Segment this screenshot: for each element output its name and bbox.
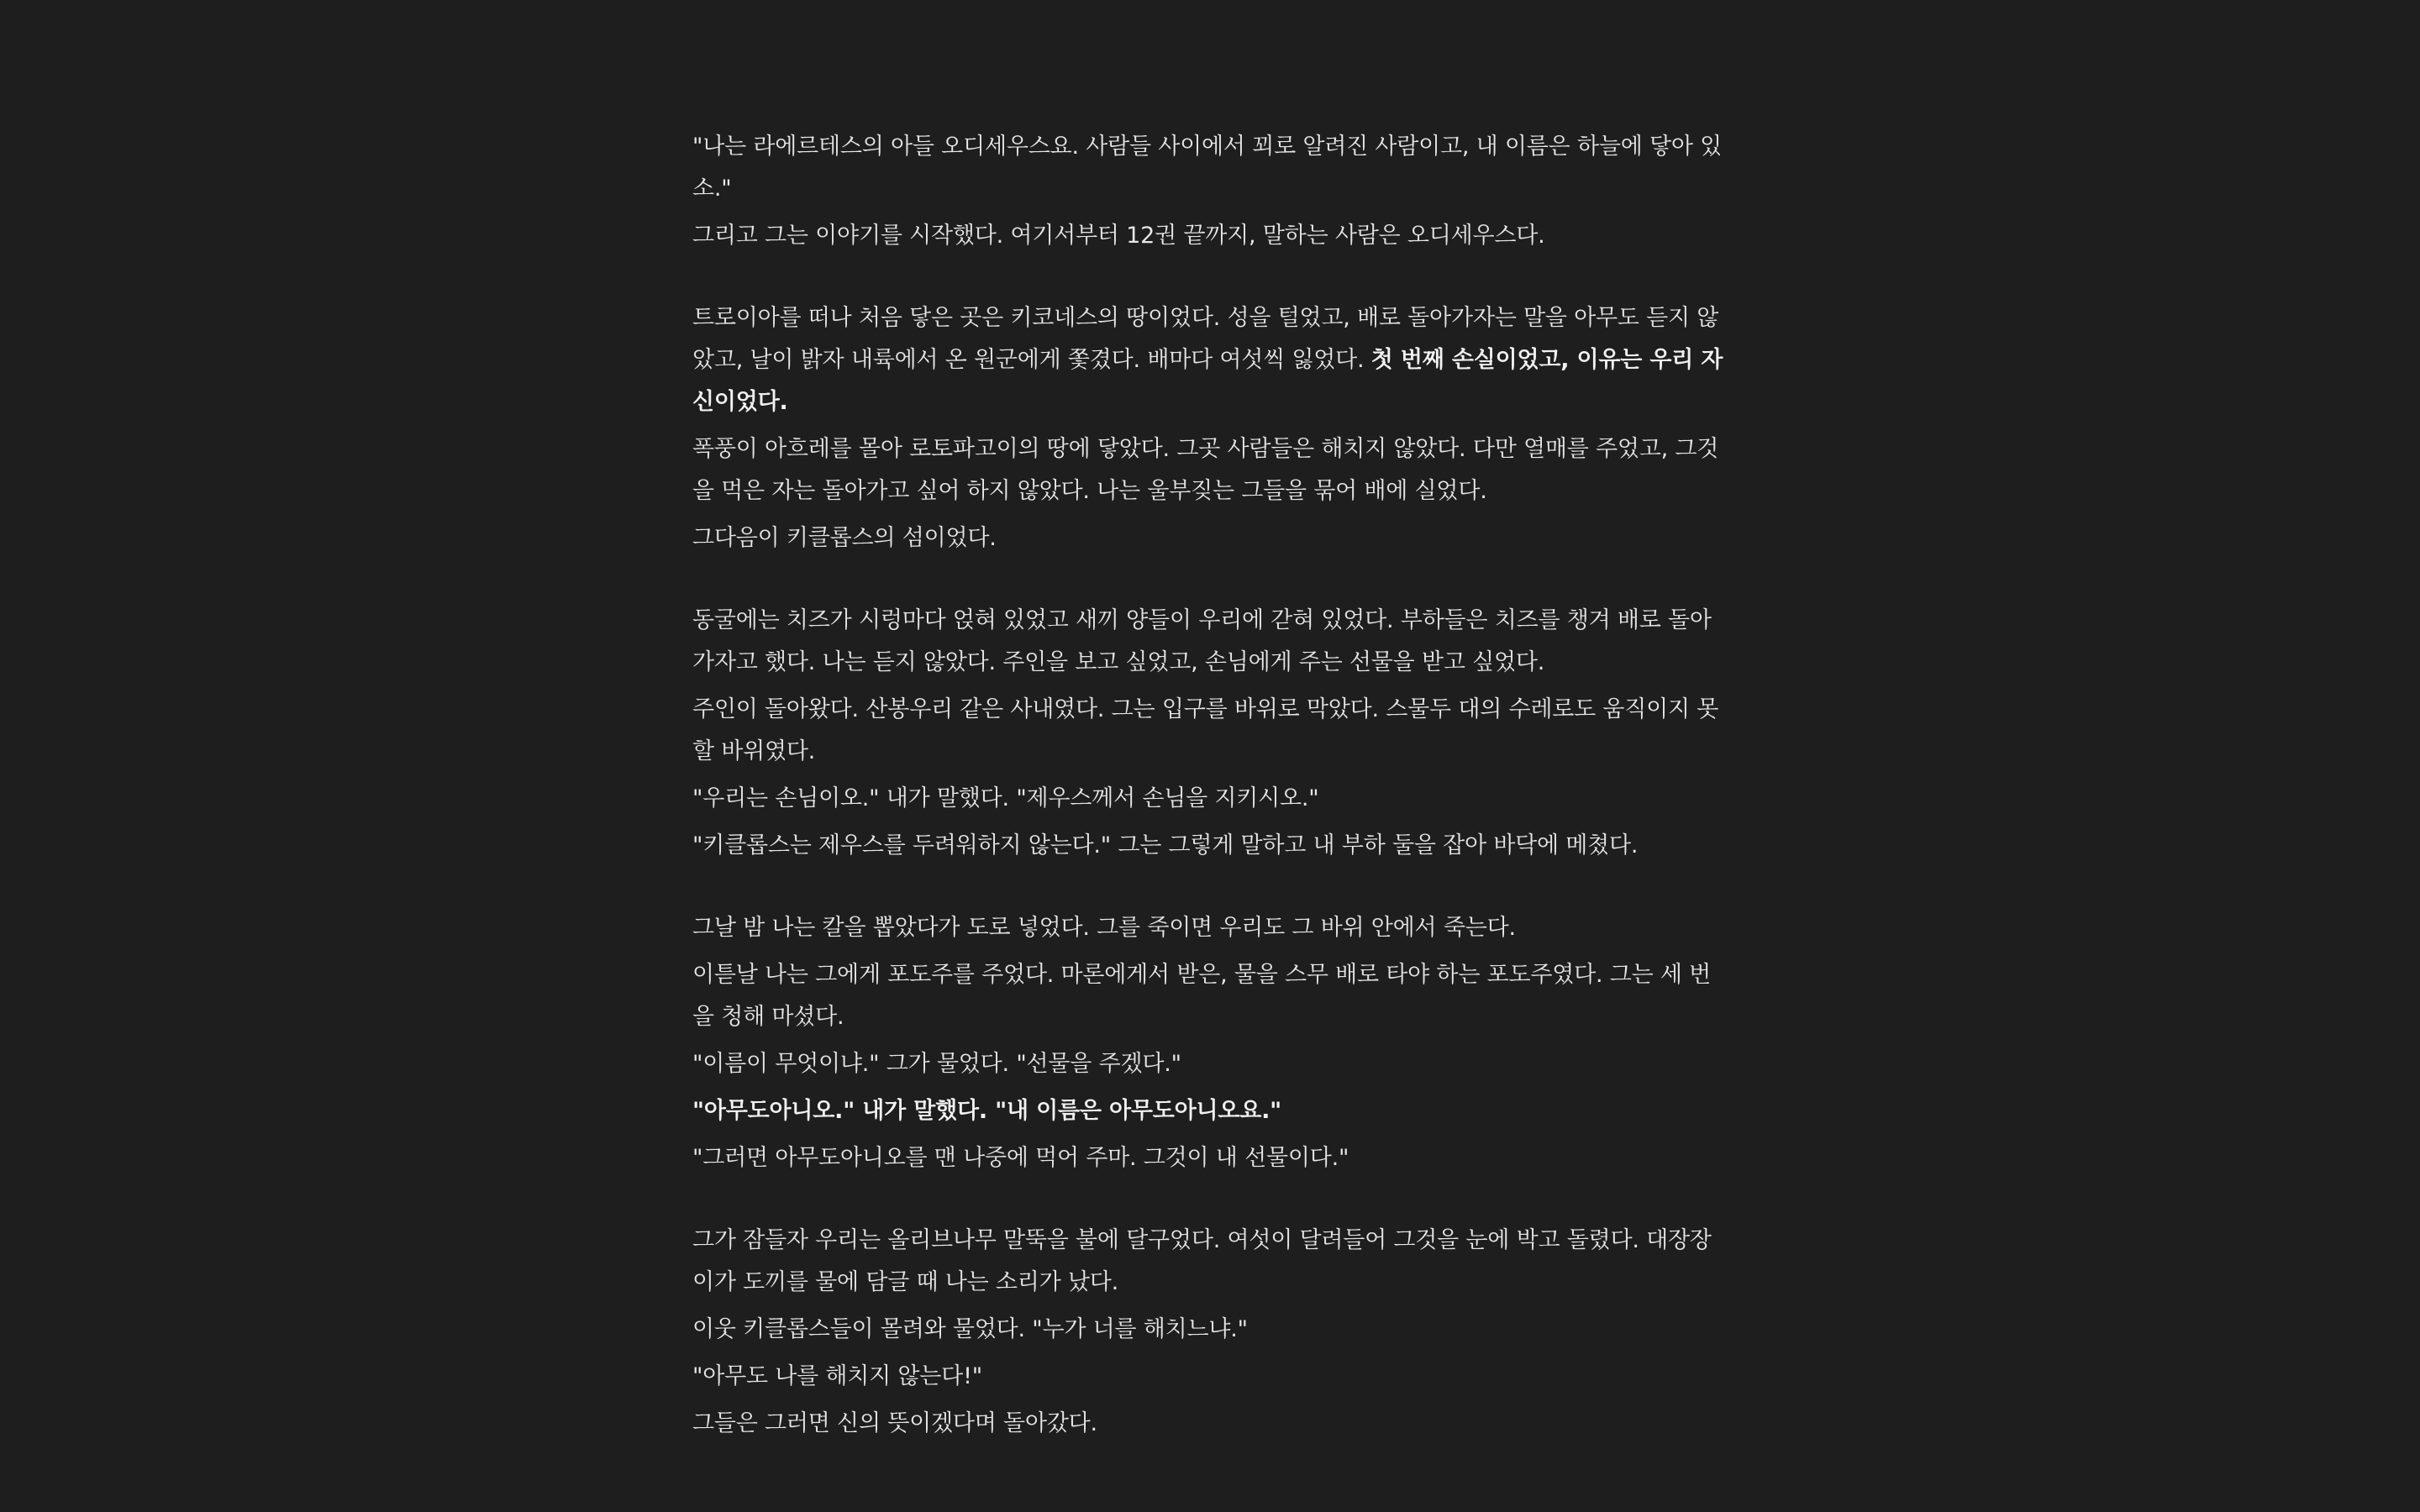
text-run: 그날 밤 나는 칼을 뽑았다가 도로 넣었다. 그를 죽이면 우리도 그 바위 안에서 죽는다. bbox=[692, 915, 1516, 941]
story-text-column bbox=[692, 126, 1726, 1450]
text-run: "우리는 손님이오." 내가 말했다. "제우스께서 손님을 지키시오." bbox=[692, 785, 1319, 811]
paragraph-odysseus-introduction bbox=[692, 126, 1726, 210]
text-run: "나는 라에르테스의 아들 오디세우스요. 사람들 사이에서 꾀로 알려진 사람이고, 내 이름은 하늘에 닿아 있소." bbox=[692, 134, 1722, 202]
paragraph-cyclops-island bbox=[692, 517, 1726, 559]
paragraph-blinding bbox=[692, 1220, 1726, 1304]
paragraph-owner-returns bbox=[692, 689, 1726, 773]
bold-text-run: "아무도아니오." 내가 말했다. "내 이름은 아무도아니오요." bbox=[692, 1098, 1282, 1124]
text-run: "아무도 나를 해치지 않는다!" bbox=[692, 1363, 982, 1389]
text-run: 폭풍이 아흐레를 몰아 로토파고이의 땅에 닿았다. 그곳 사람들은 해치지 않았다. 다만 열매를 주었고, 그것을 먹은 자는 돌아가고 싶어 하지 않았다. 나는 울부짖는 그들을 묶어 배에 실었다. bbox=[692, 436, 1719, 504]
paragraph-narration-start bbox=[692, 215, 1726, 257]
bold-text-run: 첫 번째 손실이었고, 이유는 우리 자신이었다. bbox=[692, 347, 1723, 415]
text-run: 이튿날 나는 그에게 포도주를 주었다. 마론에게서 받은, 물을 스무 배로 타야 하는 포도주였다. 그는 세 번을 청해 마셨다. bbox=[692, 962, 1712, 1030]
text-run: 주인이 돌아왔다. 산봉우리 같은 사내였다. 그는 입구를 바위로 막았다. 스물두 대의 수레로도 움직이지 못할 바위였다. bbox=[692, 696, 1719, 764]
text-run: 이웃 키클롭스들이 몰려와 물었다. "누가 너를 해치느냐." bbox=[692, 1316, 1248, 1342]
text-run: "이름이 무엇이냐." 그가 물었다. "선물을 주겠다." bbox=[692, 1051, 1181, 1077]
text-run: 그다음이 키클롭스의 섬이었다. bbox=[692, 525, 997, 551]
paragraph-neighbors bbox=[692, 1309, 1726, 1351]
paragraph-cave bbox=[692, 600, 1726, 684]
paragraph-nobody-hurts bbox=[692, 1356, 1726, 1398]
paragraph-cyclops-reply bbox=[692, 825, 1726, 867]
text-run: 동굴에는 치즈가 시렁마다 얹혀 있었고 새끼 양들이 우리에 갇혀 있었다. 부하들은 치즈를 챙겨 배로 돌아가자고 했다. 나는 듣지 않았다. 주인을 보고 싶었고, 손님에게 주는 선물을 받고 싶었다. bbox=[692, 607, 1712, 675]
paragraph-that-night bbox=[692, 907, 1726, 949]
paragraph-gift bbox=[692, 1137, 1726, 1179]
text-run: 그들은 그러면 신의 뜻이겠다며 돌아갔다. bbox=[692, 1410, 1097, 1436]
paragraph-they-leave bbox=[692, 1403, 1726, 1445]
paragraph-wine bbox=[692, 954, 1726, 1038]
paragraph-nobody-answer bbox=[692, 1090, 1726, 1132]
text-run: 트로이아를 떠나 처음 닿은 곳은 키코네스의 땅이었다. 성을 털었고, 배로 돌아가자는 말을 아무도 듣지 않았고, 날이 밝자 내륙에서 온 원군에게 쫓겼다. 배마다 여섯씩 잃었다. bbox=[692, 305, 1719, 373]
text-run: 그리고 그는 이야기를 시작했다. 여기서부터 12권 끝까지, 말하는 사람은 오디세우스다. bbox=[692, 223, 1545, 249]
text-run: "키클롭스는 제우스를 두려워하지 않는다." 그는 그렇게 말하고 내 부하 둘을 잡아 바닥에 메쳤다. bbox=[692, 832, 1639, 858]
text-run: 그가 잠들자 우리는 올리브나무 말뚝을 불에 달구었다. 여섯이 달려들어 그것을 눈에 박고 돌렸다. 대장장이가 도끼를 물에 담글 때 나는 소리가 났다. bbox=[692, 1227, 1712, 1295]
paragraph-name-question bbox=[692, 1043, 1726, 1085]
paragraph-guests-dialogue bbox=[692, 778, 1726, 820]
paragraph-kikones bbox=[692, 297, 1726, 423]
paragraph-lotophagi bbox=[692, 428, 1726, 512]
text-run: "그러면 아무도아니오를 맨 나중에 먹어 주마. 그것이 내 선물이다." bbox=[692, 1145, 1349, 1171]
